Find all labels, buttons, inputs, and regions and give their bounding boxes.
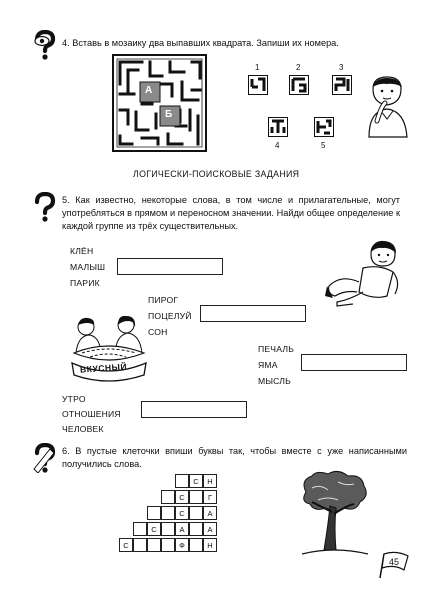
example-word-banner: ВКУСНЫЙ	[79, 361, 128, 375]
group4-word-1: УТРО	[62, 394, 86, 404]
grid-cell-r1c2: С	[189, 474, 203, 488]
grid-cell-r4c6: А	[203, 522, 217, 536]
grid-cell-r4c5[interactable]	[189, 522, 203, 536]
grid-cell-r4c1[interactable]	[133, 522, 147, 536]
group3-word-2: ЯМА	[258, 360, 278, 370]
thinking-boy-illustration	[365, 75, 413, 143]
eye-icon	[35, 37, 49, 46]
grid-cell-r5c3[interactable]	[147, 538, 161, 552]
grid-cell-r3c2[interactable]	[161, 506, 175, 520]
grid-cell-r5c4[interactable]	[161, 538, 175, 552]
mosaic-maze	[112, 54, 207, 152]
piece-label-2: 2	[296, 63, 301, 72]
group2-word-3: СОН	[148, 327, 168, 337]
maze-piece-2-icon[interactable]	[289, 75, 309, 95]
group2-word-1: ПИРОГ	[148, 295, 179, 305]
mosaic-letter-a: А	[145, 85, 153, 96]
group1-word-1: КЛЁН	[70, 246, 94, 256]
grid-cell-r4c2: С	[147, 522, 161, 536]
group1-word-2: МАЛЫШ	[70, 262, 106, 272]
grid-cell-r5c6[interactable]	[189, 538, 203, 552]
grid-cell-r3c3: С	[175, 506, 189, 520]
maze-piece-3-icon[interactable]	[332, 75, 352, 95]
group1-word-3: ПАРИК	[70, 278, 100, 288]
task5-text: 5. Как известно, некоторые слова, в том числе и прилагательные, могут употребляться в прямом и переносном значении. Найди общее определение к каждой группе из трёх существительных.	[62, 195, 400, 231]
grid-cell-r3c4[interactable]	[189, 506, 203, 520]
grid-cell-r2c4: Г	[203, 490, 217, 504]
resting-boy-illustration	[323, 238, 405, 308]
group4-word-3: ЧЕЛОВЕК	[62, 424, 104, 434]
group2-word-2: ПОЦЕЛУЙ	[148, 311, 192, 321]
grid-cell-r3c5: А	[203, 506, 217, 520]
group4-word-2: ОТНОШЕНИЯ	[62, 409, 121, 419]
grid-cell-r5c5: Ф	[175, 538, 189, 552]
question-icon	[32, 192, 58, 222]
grid-cell-r4c3[interactable]	[161, 522, 175, 536]
maze-piece-4-icon[interactable]	[268, 117, 288, 137]
page-number: 45	[389, 557, 400, 567]
group3-word-3: МЫСЛЬ	[258, 376, 291, 386]
group3-answer-field[interactable]	[301, 354, 407, 371]
mosaic-letter-b: Б	[165, 109, 173, 120]
grid-cell-r2c3[interactable]	[189, 490, 203, 504]
grid-cell-r2c1[interactable]	[161, 490, 175, 504]
question-icon	[32, 30, 58, 60]
tree-illustration	[298, 470, 370, 558]
grid-cell-r1c1[interactable]	[175, 474, 189, 488]
maze-piece-1-icon[interactable]	[248, 75, 268, 95]
group2-answer-field[interactable]	[200, 305, 306, 322]
group4-answer-field[interactable]	[141, 401, 247, 418]
word-staircase-grid	[119, 474, 234, 554]
group3-word-1: ПЕЧАЛЬ	[258, 344, 295, 354]
piece-label-4: 4	[275, 141, 280, 150]
group1-answer-field[interactable]	[117, 258, 223, 275]
piece-label-3: 3	[339, 63, 344, 72]
question-icon	[32, 443, 58, 473]
piece-label-1: 1	[255, 63, 260, 72]
piece-label-5: 5	[321, 141, 326, 150]
grid-cell-r1c3: Н	[203, 474, 217, 488]
grid-cell-r3c1[interactable]	[147, 506, 161, 520]
grid-cell-r5c1: С	[119, 538, 133, 552]
grid-cell-r2c2: С	[175, 490, 189, 504]
task6-text: 6. В пустые клеточки впиши буквы так, чтобы вместе с уже написанными получились слова.	[62, 446, 407, 469]
maze-piece-5-icon[interactable]	[314, 117, 334, 137]
task4-text: 4. Вставь в мозаику два выпавших квадрата. Запиши их номера.	[62, 38, 339, 48]
grid-cell-r5c2[interactable]	[133, 538, 147, 552]
section-title: ЛОГИЧЕСКИ-ПОИСКОВЫЕ ЗАДАНИЯ	[133, 169, 300, 179]
grid-cell-r4c4: А	[175, 522, 189, 536]
grid-cell-r5c7: Н	[203, 538, 217, 552]
